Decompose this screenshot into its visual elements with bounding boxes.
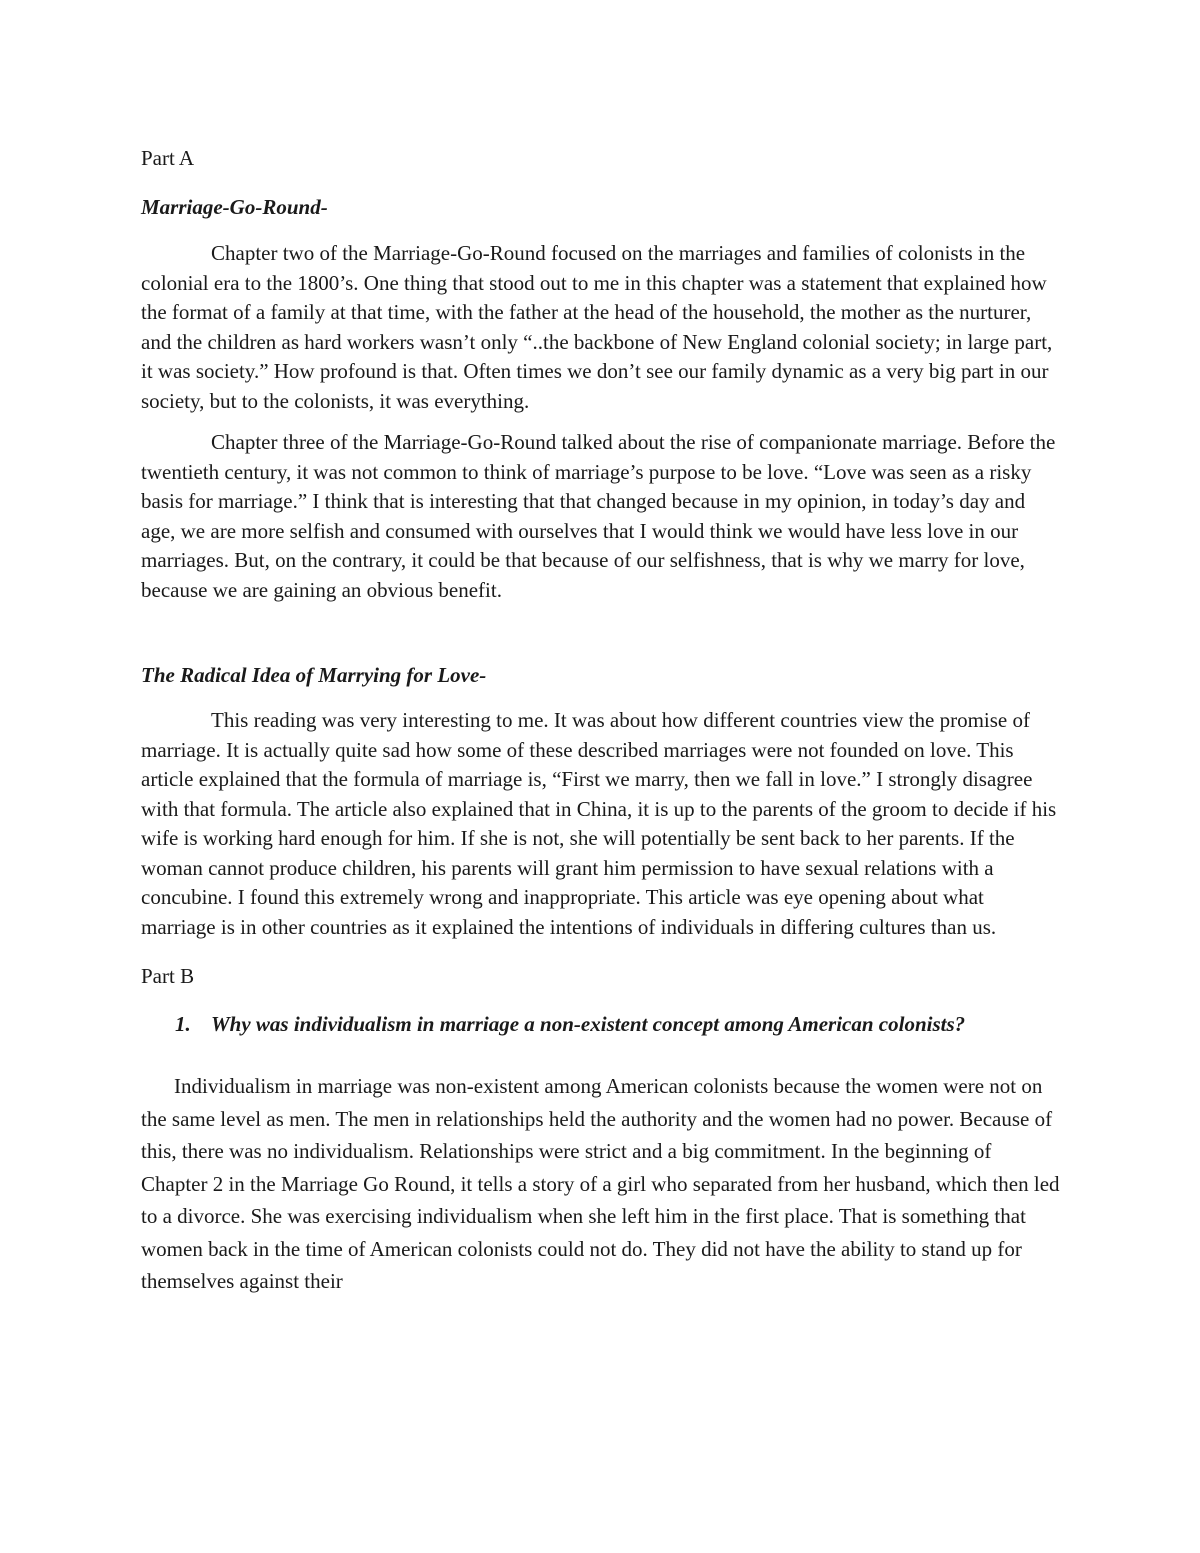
answer-paragraph: Individualism in marriage was non-existent among American colonists because the women were not on the same level as men. The men in relationships held the authority and the women had no power. Because of this, there was no individualism. Relationships were strict and a big commitment. In the beginning of Chapter 2 in the Marriage Go Round, it tells a story of a girl who separated from her husband, which then led to a divorce. She was exercising individualism when she left him in the first place. That is something that women back in the time of American colonists could not do. They did not have the ability to stand up for themselves against their [141,1074,1060,1293]
question-text: Why was individualism in marriage a non-existent concept among American colonists? [211,1012,966,1036]
part-b-label: Part B [141,964,195,988]
paragraph-radical-idea: This reading was very interesting to me. It was about how different countries view the promise of marriage. It is actually quite sad how some of these described marriages were not founded on love. This article explained that the formula of marriage is, “First we marry, then we fall in love.” I strongly disagree with that formula. The article also explained that in China, it is up to the parents of the groom to decide if his wife is working hard enough for him. If she is not, she will potentially be sent back to her parents. If the woman cannot produce children, his parents will grant him permission to have sexual relations with a concubine. I found this extremely wrong and inappropriate. This article was eye opening about what marriage is in other countries as it explained the intentions of individuals in differing cultures than us. [141,708,1057,939]
question-number: 1. [175,1012,191,1036]
section-heading-marriage-go-round: Marriage-Go-Round- [141,195,328,219]
document-body [141,144,1061,1298]
part-a-label: Part A [141,146,195,170]
paragraph-chapter-two: Chapter two of the Marriage-Go-Round focused on the marriages and families of colonists in the colonial era to the 1800’s. One thing that stood out to me in this chapter was a statement that explained how the format of a family at that time, with the father at the head of the household, the mother as the nurturer, and the children as hard workers wasn’t only “..the backbone of New England colonial society; in large part, it was society.” How profound is that. Often times we don’t see our family dynamic as a very big part in our society, but to the colonists, it was everything. [141,241,1053,413]
section-heading-radical-idea: The Radical Idea of Marrying for Love- [141,663,487,687]
question-1 [141,1009,1061,1040]
paragraph-chapter-three: Chapter three of the Marriage-Go-Round talked about the rise of companionate marriage. Before the twentieth century, it was not common to think of marriage’s purpose to be love. “Love was seen as a risky basis for marriage.” I think that is interesting that that changed because in my opinion, in today’s day and age, we are more selfish and consumed with ourselves that I would think we would have less love in our marriages. But, on the contrary, it could be that because of our selfishness, that is why we marry for love, because we are gaining an obvious benefit. [141,430,1056,602]
